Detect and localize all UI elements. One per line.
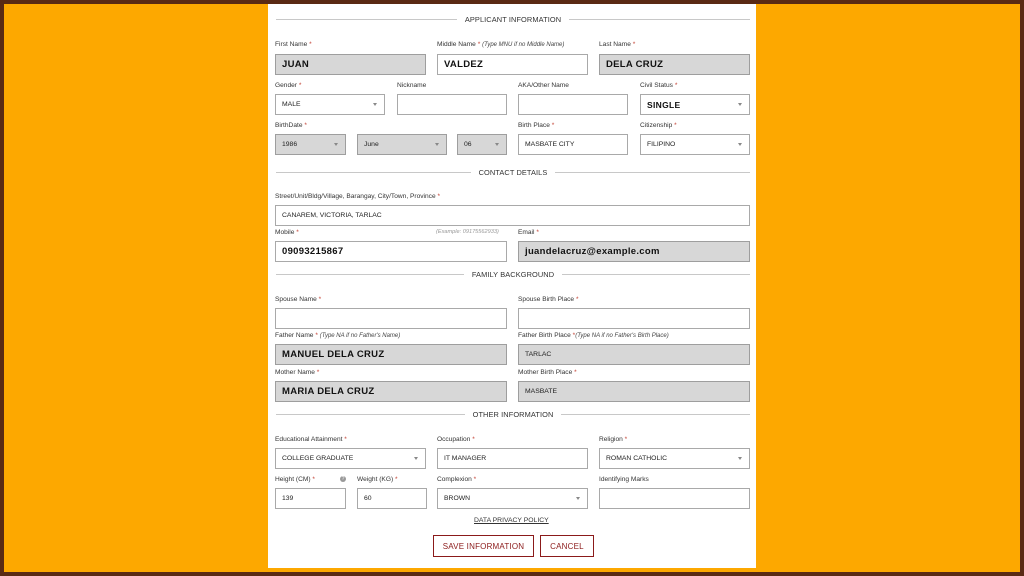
- nickname-field[interactable]: [397, 94, 507, 115]
- father-birth-place-field[interactable]: TARLAC: [518, 344, 750, 365]
- spouse-birth-place-label: Spouse Birth Place *: [518, 296, 579, 303]
- first-name-label: First Name *: [275, 41, 312, 48]
- citizenship-select[interactable]: FILIPINO: [640, 134, 750, 155]
- help-icon[interactable]: ?: [341, 476, 345, 482]
- religion-select[interactable]: ROMAN CATHOLIC: [599, 448, 750, 469]
- address-field[interactable]: CANAREM, VICTORIA, TARLAC: [275, 205, 750, 226]
- gender-select[interactable]: MALE: [275, 94, 385, 115]
- spouse-birth-place-field[interactable]: [518, 308, 750, 329]
- father-name-label: Father Name * (Type NA if no Father's Name): [275, 332, 401, 339]
- education-label: Educational Attainment *: [275, 436, 347, 443]
- complexion-label: Complexion *: [437, 476, 477, 483]
- occupation-field[interactable]: IT MANAGER: [437, 448, 588, 469]
- height-field[interactable]: 139: [275, 488, 346, 509]
- birth-place-field[interactable]: MASBATE CITY: [518, 134, 628, 155]
- religion-label: Religion *: [599, 436, 628, 443]
- section-other-header: OTHER INFORMATION: [276, 409, 750, 419]
- birthdate-label: BirthDate *: [275, 122, 307, 129]
- identifying-marks-field[interactable]: [599, 488, 750, 509]
- cancel-button[interactable]: CANCEL: [540, 535, 594, 557]
- height-label: Height (CM) *: [275, 476, 315, 483]
- mother-birth-place-field[interactable]: MASBATE: [518, 381, 750, 402]
- chevron-down-icon: [414, 457, 418, 460]
- chevron-down-icon: [738, 457, 742, 460]
- civil-status-select[interactable]: SINGLE: [640, 94, 750, 115]
- mobile-label: Mobile *: [275, 229, 299, 236]
- middle-name-label: Middle Name * (Type MNU if no Middle Name): [437, 41, 565, 48]
- last-name-field[interactable]: DELA CRUZ: [599, 54, 750, 75]
- address-label: Street/Unit/Bldg/Village, Barangay, City/Town, Province *: [275, 193, 441, 200]
- chevron-down-icon: [738, 143, 742, 146]
- nickname-label: Nickname: [397, 82, 427, 89]
- birth-place-label: Birth Place *: [518, 122, 555, 129]
- citizenship-label: Citizenship *: [640, 122, 677, 129]
- email-field[interactable]: juandelacruz@example.com: [518, 241, 750, 262]
- data-privacy-link[interactable]: DATA PRIVACY POLICY: [474, 517, 549, 524]
- chevron-down-icon: [495, 143, 499, 146]
- mother-name-label: Mother Name *: [275, 369, 320, 376]
- weight-label: Weight (KG) *: [357, 476, 398, 483]
- chevron-down-icon: [576, 497, 580, 500]
- father-birth-place-label: Father Birth Place *(Type NA if no Father's Birth Place): [518, 332, 669, 339]
- mobile-hint: (Example: 09175562933): [436, 229, 499, 235]
- identifying-marks-label: Identifying Marks: [599, 476, 649, 483]
- father-name-field[interactable]: MANUEL DELA CRUZ: [275, 344, 507, 365]
- save-information-button[interactable]: SAVE INFORMATION: [433, 535, 534, 557]
- chevron-down-icon: [435, 143, 439, 146]
- chevron-down-icon: [334, 143, 338, 146]
- aka-field[interactable]: [518, 94, 628, 115]
- spouse-name-field[interactable]: [275, 308, 507, 329]
- birth-year-select[interactable]: 1986: [275, 134, 346, 155]
- chevron-down-icon: [373, 103, 377, 106]
- chevron-down-icon: [738, 103, 742, 106]
- first-name-field[interactable]: JUAN: [275, 54, 426, 75]
- middle-name-field[interactable]: VALDEZ: [437, 54, 588, 75]
- mobile-field[interactable]: 09093215867: [275, 241, 507, 262]
- gender-label: Gender *: [275, 82, 302, 89]
- spouse-name-label: Spouse Name *: [275, 296, 322, 303]
- birth-month-select[interactable]: June: [357, 134, 447, 155]
- section-contact-header: CONTACT DETAILS: [276, 167, 750, 177]
- email-label: Email *: [518, 229, 539, 236]
- mother-birth-place-label: Mother Birth Place *: [518, 369, 577, 376]
- weight-field[interactable]: 60: [357, 488, 427, 509]
- aka-label: AKA/Other Name: [518, 82, 569, 89]
- applicant-form: [268, 4, 756, 568]
- complexion-select[interactable]: BROWN: [437, 488, 588, 509]
- education-select[interactable]: COLLEGE GRADUATE: [275, 448, 426, 469]
- last-name-label: Last Name *: [599, 41, 636, 48]
- occupation-label: Occupation *: [437, 436, 475, 443]
- birth-day-select[interactable]: 06: [457, 134, 507, 155]
- section-family-header: FAMILY BACKGROUND: [276, 269, 750, 279]
- mother-name-field[interactable]: MARIA DELA CRUZ: [275, 381, 507, 402]
- civil-status-label: Civil Status *: [640, 82, 678, 89]
- section-applicant-header: APPLICANT INFORMATION: [276, 14, 750, 24]
